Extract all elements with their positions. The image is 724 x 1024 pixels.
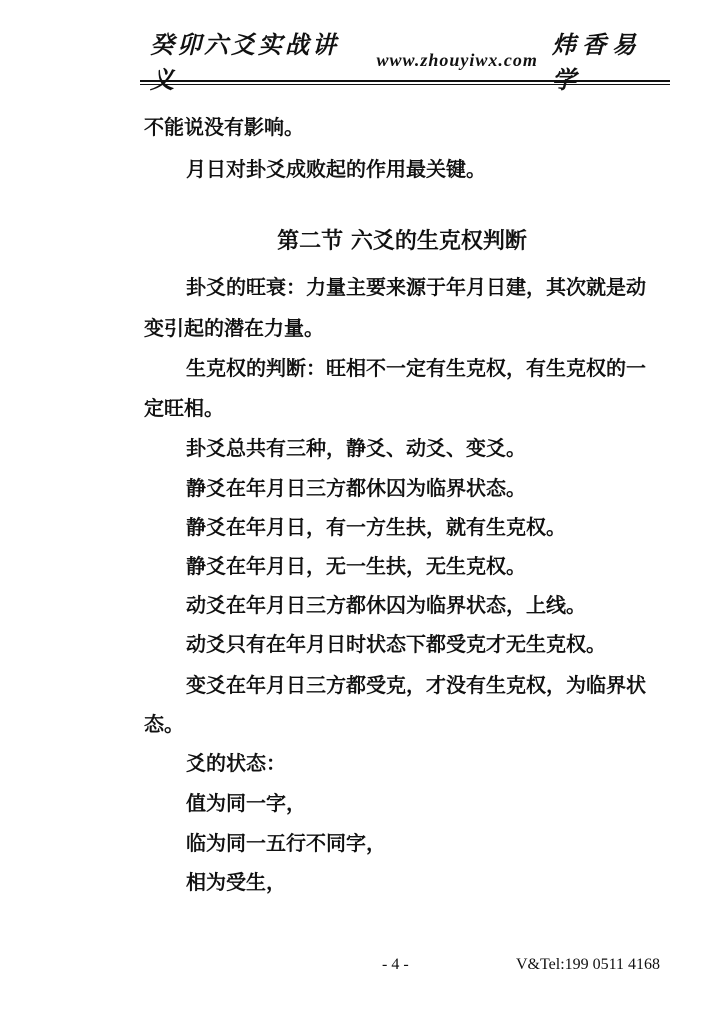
header-brand: 炜香易学 [551,30,642,94]
header-rule [140,80,670,82]
footer-contact: V&Tel:199 0511 4168 [516,956,661,973]
paragraph: 动爻在年月日三方都休囚为临界状态，上线。 [186,593,586,617]
paragraph: 月日对卦爻成败起的作用最关键。 [186,157,486,181]
paragraph-line: 态。 [144,712,184,736]
paragraph-line: 定旺相。 [144,396,224,420]
paragraph: 卦爻总共有三种，静爻、动爻、变爻。 [186,436,526,460]
paragraph: 爻的状态： [186,751,286,775]
paragraph: 变爻在年月日三方都受克，才没有生克权，为临界状 [186,673,646,697]
page-number: - 4 - [382,956,409,973]
paragraph: 动爻只有在年月日时状态下都受克才无生克权。 [186,632,606,656]
header-url: www.zhouyiwx.com [376,49,538,70]
header-rule-thin [140,84,670,85]
paragraph-line: 变引起的潜在力量。 [144,316,324,340]
paragraph: 静爻在年月日，无一生扶，无生克权。 [186,554,526,578]
paragraph: 静爻在年月日，有一方生扶，就有生克权。 [186,515,566,539]
running-header [150,30,670,94]
paragraph: 值为同一字， [186,791,306,815]
paragraph: 临为同一五行不同字， [186,831,386,855]
paragraph: 生克权的判断：旺相不一定有生克权，有生克权的一 [186,356,646,380]
section-title: 第二节 六爻的生克权判断 [277,228,527,254]
paragraph: 静爻在年月日三方都休囚为临界状态。 [186,476,526,500]
paragraph: 卦爻的旺衰：力量主要来源于年月日建，其次就是动 [186,275,646,299]
header-title: 癸卯六爻实战讲义 [150,30,339,94]
paragraph-continuation: 不能说没有影响。 [144,115,304,139]
paragraph: 相为受生， [186,870,286,894]
